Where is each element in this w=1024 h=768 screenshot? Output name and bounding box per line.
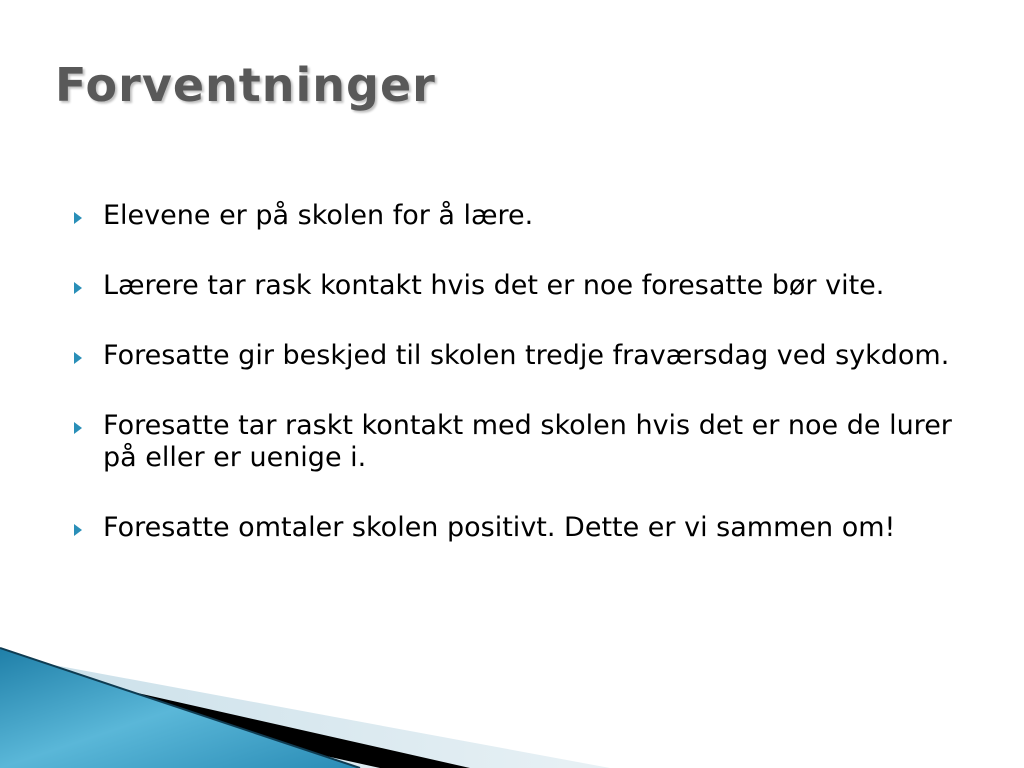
bullet-item (72, 512, 972, 544)
triangle-right-icon (74, 352, 82, 364)
bullet-text: Foresatte tar raskt kontakt med skolen hvis det er noe de lurer på eller er uenige i. (103, 410, 952, 473)
triangle-right-icon (74, 212, 82, 224)
band-edge-line (0, 648, 360, 768)
bullet-item (72, 340, 972, 372)
triangle-right-icon (74, 282, 82, 294)
triangle-right-icon (74, 422, 82, 434)
light-sweep-shape (0, 655, 610, 768)
bullet-text: Foresatte omtaler skolen positivt. Dette er vi sammen om! (103, 512, 896, 543)
bullet-text: Elevene er på skolen for å lære. (103, 200, 534, 231)
bullet-item (72, 410, 972, 474)
bullet-item (72, 200, 972, 232)
blue-band-shape (0, 648, 360, 768)
bullet-text: Foresatte gir beskjed til skolen tredje fraværsdag ved sykdom. (103, 340, 950, 371)
bullet-text: Lærere tar rask kontakt hvis det er noe foresatte bør vite. (103, 270, 885, 301)
triangle-right-icon (74, 524, 82, 536)
bullet-list (72, 200, 972, 582)
bullet-item (72, 270, 972, 302)
dark-stripe-shape (0, 662, 470, 768)
slide-title: Forventninger (55, 58, 436, 112)
